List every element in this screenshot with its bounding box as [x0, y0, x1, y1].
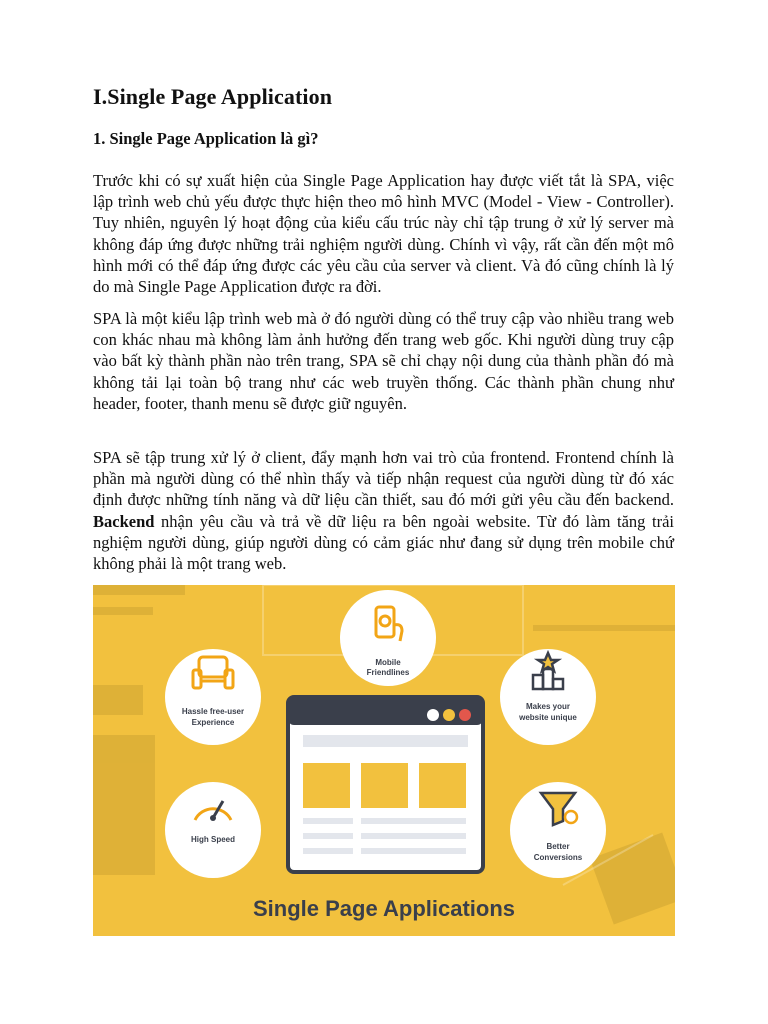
unique-label-line1: Makes your — [525, 702, 571, 711]
browser-window — [288, 697, 483, 872]
feature-unique — [500, 649, 596, 745]
speed-label: High Speed — [190, 835, 236, 844]
paragraph-text-after: nhận yêu cầu và trả về dữ liệu ra bên ngoài website. Từ đó làm tăng trải nghiệm người dùng, giúp người dùng có cảm giác như đang sử dụng trên mobile chứ không phải là một trang web. — [93, 511, 674, 574]
conversions-label-line2: Conversions — [533, 853, 583, 862]
backend-term: Backend — [93, 511, 155, 531]
page-heading: I.Single Page Application — [93, 84, 333, 109]
hassle-label-line1: Hassle free-user — [181, 707, 245, 716]
paragraph-client-focus — [93, 447, 674, 574]
conversions-label-line1: Better — [546, 842, 570, 851]
feature-high-speed — [165, 782, 261, 878]
illustration-title: Single Page Applications — [252, 896, 516, 921]
paragraph-spa-definition: SPA là một kiểu lập trình web mà ở đó người dùng có thể truy cập vào nhiều trang web con khác nhau mà không làm ảnh hưởng đến trang web gốc. Khi người dùng truy cập vào bất kỳ thành phần nào trên trang, SPA sẽ chỉ chạy nội dung của thành phần đó mà không tải lại toàn bộ trang như các web truyền thống. Các thành phần chung như header, footer, thanh menu sẽ được giữ nguyên. — [93, 309, 674, 413]
paragraph-intro: Trước khi có sự xuất hiện của Single Page Application hay được viết tắt là SPA, việc lập trình web chủ yếu được thực hiện theo mô hình MVC (Model - View - Controller). Tuy nhiên, nguyên lý hoạt động của kiểu cấu trúc này chỉ tập trung ở xử lý server mà không đáp ứng được những trải nghiệm người dùng. Chính vì vậy, rất cần đến một mô hình mới có thể đáp ứng được các yêu cầu của server và client. Và đó cũng chính là lý do mà Single Page Application được ra đời. — [93, 171, 674, 297]
spa-illustration — [93, 585, 675, 936]
section-subheading: 1. Single Page Application là gì? — [93, 129, 319, 148]
mobile-label-line1: Mobile — [375, 658, 401, 667]
paragraph-text-before: SPA sẽ tập trung xử lý ở client, đẩy mạnh hơn vai trò của frontend. Frontend chính là phần mà người dùng có thể nhìn thấy và tiếp nhận request của người dùng từ đó xác định được những tính năng và dữ liệu cần thiết, sau đó mới gửi yêu cầu đến backend. — [93, 448, 674, 510]
mobile-label-line2: Friendlines — [366, 668, 410, 677]
hassle-label-line2: Experience — [191, 718, 235, 727]
feature-hassle-free — [165, 649, 261, 745]
feature-conversions — [510, 782, 606, 878]
feature-mobile — [340, 590, 436, 686]
unique-label-line2: website unique — [519, 713, 577, 722]
